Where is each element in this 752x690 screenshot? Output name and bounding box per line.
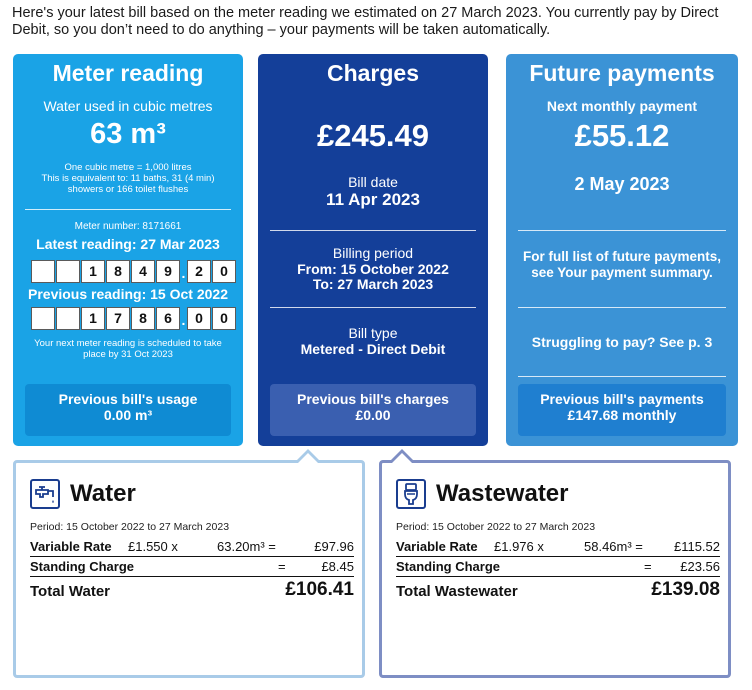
meter-usage: 63 m³ (90, 118, 166, 150)
meter-digit: 4 (131, 260, 155, 283)
meter-digit (56, 260, 80, 283)
previous-payments-label: Previous bill's payments (540, 391, 704, 407)
previous-charges-label: Previous bill's charges (297, 391, 449, 407)
divider (518, 307, 726, 308)
decimal-point: . (181, 312, 186, 328)
previous-payments-box (518, 384, 726, 436)
total-label: Total Water (30, 583, 111, 600)
bill-date-label: Bill date (348, 174, 398, 190)
payment-summary-note (506, 249, 738, 281)
latest-reading-digits (31, 260, 237, 286)
bill-date: 11 Apr 2023 (326, 190, 420, 209)
previous-reading-digits (31, 307, 237, 333)
meter-digit (56, 307, 80, 330)
rate-volume: 58.46m³ = (584, 539, 643, 554)
card-pointer-inner (391, 453, 413, 464)
standing-equals: = (278, 559, 286, 574)
wastewater-card (379, 460, 731, 678)
wastewater-period: Period: 15 October 2022 to 27 March 2023 (396, 521, 596, 533)
previous-charges-value: £0.00 (355, 407, 391, 423)
meter-digit: 9 (156, 260, 180, 283)
charges-title: Charges (326, 60, 420, 86)
payment-summary-line: For full list of future payments, (522, 249, 721, 264)
water-tap-icon (30, 479, 60, 509)
meter-reading-title: Meter reading (52, 60, 204, 86)
meter-digit: 8 (106, 260, 130, 283)
rate-volume: 63.20m³ = (217, 539, 276, 554)
meter-note-line: One cubic metre = 1,000 litres (64, 162, 192, 173)
decimal-point: . (181, 265, 186, 281)
meter-digit: 0 (187, 307, 211, 330)
divider (270, 307, 476, 308)
meter-note (13, 162, 243, 195)
divider (25, 209, 231, 210)
water-standing-charge-row (30, 557, 354, 577)
rate-value: £1.976 x (494, 539, 544, 554)
standing-label: Standing Charge (30, 559, 135, 574)
next-payment-amount: £55.12 (574, 118, 670, 153)
standing-total: £23.56 (680, 559, 720, 574)
divider (518, 376, 726, 377)
meter-digit: 1 (81, 307, 105, 330)
future-payments-title: Future payments (529, 60, 715, 86)
next-payment-date: 2 May 2023 (574, 174, 670, 194)
rate-label: Variable Rate (396, 539, 478, 554)
water-period: Period: 15 October 2022 to 27 March 2023 (30, 521, 230, 533)
wastewater-total-row (396, 577, 720, 603)
meter-note-line: showers or 166 toilet flushes (67, 184, 189, 195)
latest-reading-label: Latest reading: 27 Mar 2023 (36, 236, 220, 252)
struggling-link[interactable]: Struggling to pay? See p. 3 (531, 334, 713, 350)
standing-label: Standing Charge (396, 559, 501, 574)
meter-digit (31, 307, 55, 330)
meter-reading-panel (13, 54, 243, 446)
billing-period-from: From: 15 October 2022 (297, 261, 449, 277)
meter-digit: 2 (187, 260, 211, 283)
divider (270, 230, 476, 231)
meter-digit (31, 260, 55, 283)
meter-digit: 6 (156, 307, 180, 330)
payment-summary-line: see Your payment summary. (531, 265, 713, 280)
meter-digit: 7 (106, 307, 130, 330)
rate-total: £115.52 (673, 539, 720, 554)
divider (518, 230, 726, 231)
wastewater-standing-charge-row (396, 557, 720, 577)
future-payments-panel (506, 54, 738, 446)
total-value: £139.08 (651, 579, 720, 600)
rate-total: £97.96 (314, 539, 354, 554)
meter-digit: 0 (212, 260, 236, 283)
wastewater-title: Wastewater (436, 480, 569, 507)
billing-period-label: Billing period (332, 245, 414, 261)
rate-value: £1.550 x (128, 539, 178, 554)
bill-type-value: Metered - Direct Debit (300, 341, 446, 357)
toilet-icon (396, 479, 426, 509)
water-variable-rate-row (30, 537, 354, 557)
wastewater-variable-rate-row (396, 537, 720, 557)
meter-note-line: This is equivalent to: 11 baths, 31 (4 min) (41, 173, 215, 184)
meter-number: Meter number: 8171661 (74, 221, 182, 232)
intro-text: Here's your latest bill based on the meter reading we estimated on 27 March 2023. You currently pay by Direct Debit, so you don’t need to do anything – your payments will be taken automatically. (12, 5, 719, 38)
next-payment-label: Next monthly payment (546, 98, 698, 114)
charges-amount: £245.49 (316, 118, 430, 153)
previous-reading-label: Previous reading: 15 Oct 2022 (28, 286, 228, 302)
total-value: £106.41 (285, 579, 354, 600)
billing-period-to: To: 27 March 2023 (312, 276, 434, 292)
meter-digit: 0 (212, 307, 236, 330)
meter-subtitle: Water used in cubic metres (43, 98, 213, 114)
previous-charges-box (270, 384, 476, 436)
total-label: Total Wastewater (396, 583, 518, 600)
previous-payments-value: £147.68 monthly (567, 407, 677, 423)
previous-usage-box (25, 384, 231, 436)
card-pointer-inner (297, 453, 319, 464)
previous-usage-value: 0.00 m³ (103, 407, 153, 423)
meter-digit: 1 (81, 260, 105, 283)
water-card (13, 460, 365, 678)
bill-type-label: Bill type (348, 325, 398, 341)
meter-digit: 8 (131, 307, 155, 330)
next-reading-note (13, 338, 243, 360)
standing-total: £8.45 (321, 559, 354, 574)
next-reading-line: Your next meter reading is scheduled to take (34, 338, 222, 349)
rate-label: Variable Rate (30, 539, 112, 554)
charges-panel (258, 54, 488, 446)
water-title: Water (70, 480, 136, 507)
previous-usage-label: Previous bill's usage (58, 391, 198, 407)
water-total-row (30, 577, 354, 603)
next-reading-line: place by 31 Oct 2023 (83, 349, 173, 360)
standing-equals: = (644, 559, 652, 574)
